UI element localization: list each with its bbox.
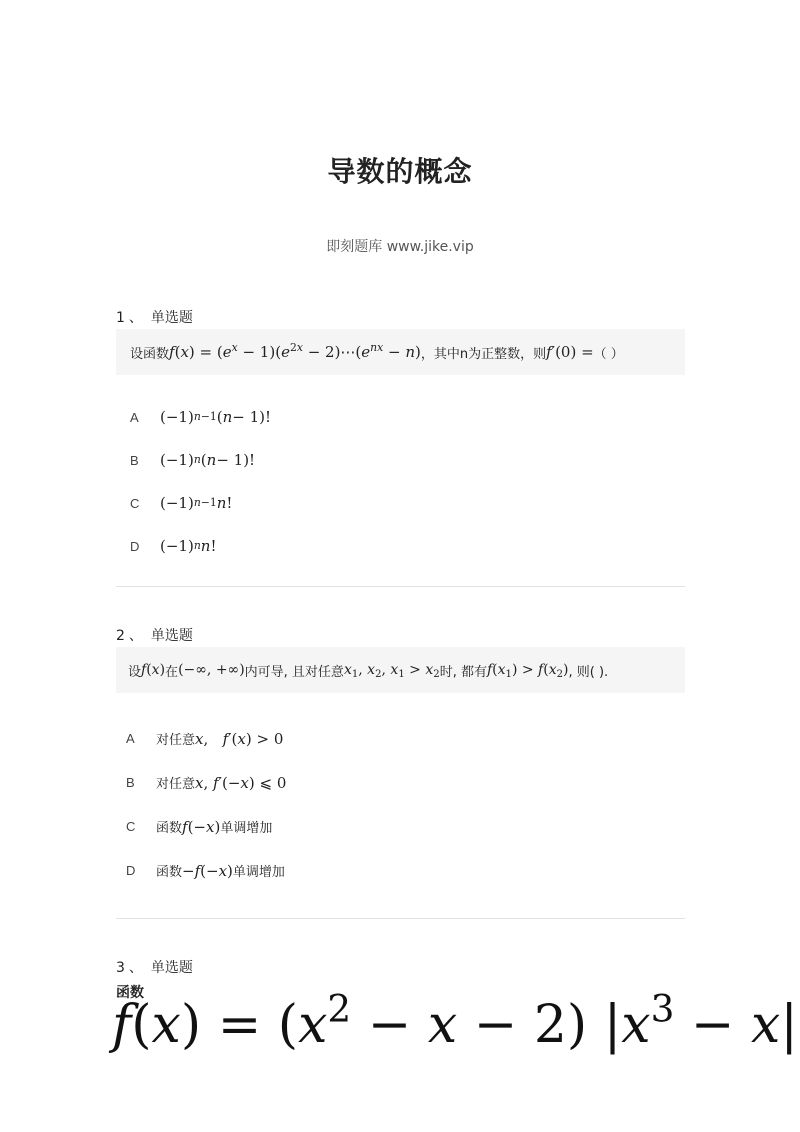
option-letter: A [130, 409, 139, 425]
stem-text: 在 [165, 664, 179, 680]
stem-text: （ ） [593, 346, 624, 362]
question-2-option-b[interactable] [126, 773, 286, 792]
option-formula: (−1) n−1 n ! [160, 494, 233, 512]
question-2-option-c[interactable] [126, 817, 272, 836]
stem-formula: $f(x) = (e^x - 1)(e^{2x}$ − $2)\cdots(e^{nx} - n)$ [169, 341, 421, 361]
option-body [156, 729, 283, 748]
option-text: 单调增加 [220, 821, 273, 836]
stem-formula: $x_1$, $x_2$, $x_1 > x_2$ [343, 662, 440, 681]
stem-text: , 则( ). [568, 664, 609, 680]
option-letter: D [126, 863, 136, 878]
question-1-header [116, 307, 193, 327]
option-formula: (−1) n n ! [160, 537, 217, 555]
option-formula: x, f′(x) > 0 [195, 729, 284, 748]
question-number: 3 [116, 960, 125, 976]
question-3-formula: $f(x) = (x^2 - x - 2) |x^3 - x|$ [112, 986, 798, 1055]
option-body [156, 817, 272, 836]
option-letter: D [130, 538, 140, 554]
option-body [156, 773, 286, 792]
stem-text: 时, 都有 [439, 664, 487, 680]
option-text: 函数 [156, 821, 183, 836]
option-formula: (−1) n ( n − 1)! [160, 451, 256, 469]
question-1-stem [116, 329, 685, 375]
option-letter: B [126, 775, 135, 790]
question-separator: 、 [128, 310, 143, 326]
option-formula: −f(−x) [182, 861, 233, 880]
question-1-option-b[interactable] [130, 451, 255, 469]
option-formula: (−1) n−1 ( n − 1)! [160, 408, 272, 426]
page-title: 导数的概念 [327, 155, 473, 188]
question-separator: 、 [128, 960, 143, 976]
question-type: 单选题 [150, 628, 193, 644]
question-3-header [116, 957, 193, 977]
stem-text: ，其中n为正整数，则 [420, 346, 547, 362]
divider [116, 918, 685, 919]
stem-text: 设函数 [130, 346, 170, 362]
stem-formula: f′(0) = [546, 343, 594, 361]
question-2-option-d[interactable] [126, 861, 285, 880]
option-body [156, 861, 285, 880]
question-number: 1 [116, 310, 125, 326]
question-1-option-c[interactable] [130, 494, 232, 512]
question-2-stem [116, 647, 685, 693]
option-text: 函数 [156, 865, 183, 880]
stem-text: 内可导, 且对任意 [244, 664, 344, 680]
question-type: 单选题 [150, 960, 193, 976]
option-text: 对任意 [156, 733, 196, 748]
option-text: 对任意 [156, 777, 196, 792]
option-text: 单调增加 [232, 865, 285, 880]
question-type: 单选题 [150, 310, 193, 326]
question-number: 2 [116, 628, 125, 644]
question-2-option-a[interactable] [126, 729, 283, 748]
option-letter: B [130, 452, 139, 468]
question-1-option-d[interactable] [130, 537, 217, 555]
stem-text: 设 [128, 664, 142, 680]
question-2-header [116, 625, 193, 645]
divider [116, 586, 685, 587]
option-letter: C [126, 819, 136, 834]
option-letter: A [126, 731, 135, 746]
question-separator: 、 [128, 628, 143, 644]
option-formula: f(−x) [182, 817, 221, 836]
option-letter: C [130, 495, 140, 511]
question-3-label: 函数 [116, 985, 144, 1001]
option-formula: x, f′(−x) ⩽ 0 [195, 773, 287, 792]
stem-formula: $f(x_1) > f(x_2)$ [486, 662, 569, 681]
stem-formula: f(x) [141, 662, 166, 678]
question-1-option-a[interactable] [130, 408, 271, 426]
page-subtitle: 即刻题库 www.jike.vip [326, 239, 474, 255]
stem-formula: (−∞, +∞) [178, 662, 245, 678]
